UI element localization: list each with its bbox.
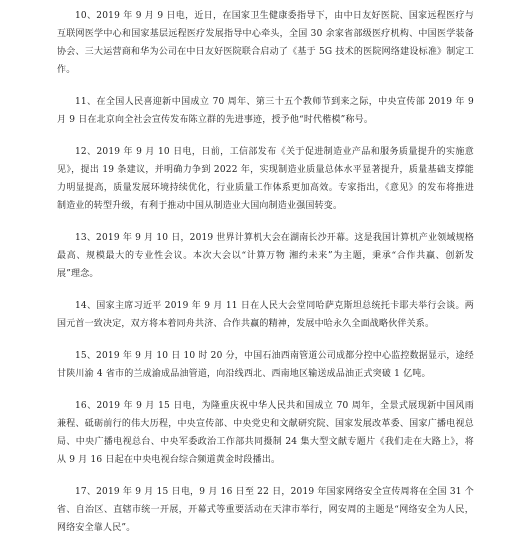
news-item-13: 13、2019 年 9 月 10 日，2019 世界计算机大会在湖南长沙开幕。这是我国计算机产业领域规格最高、规模最大的专业性会议。本次大会以“计算万物 湘约未来”为主题，秉承“合作共赢、创新发展”理念。	[57, 233, 475, 279]
news-item-12: 12、2019 年 9 月 10 日电，日前，工信部发布《关于促进制造业产品和服务质量提升的实施意见》，提出 19 条建议，并明确力争到 2022 年，实现制造业质量总体水平显著提升，质量基础支撑能力明显提高，质量发展环境持续优化，行业质量工作体系更加高效。专家指出，《意见》的发布将推进制造业的转型升级，有利于推动中国从制造业大国向制造业强国转变。	[57, 147, 474, 211]
news-item-10: 10、2019 年 9 月 9 日电，近日，在国家卫生健康委指导下，由中日友好医院、国家远程医疗与互联网医学中心和国家基层远程医疗发展指导中心牵头，全国 30 余家省部级医疗机构、中国医学装备协会、三大运营商和华为公司在中日友好医院联合启动了《基于 5G 技术的医院网络建设标准》制定工作。	[57, 11, 474, 75]
news-item-16: 16、2019 年 9 月 15 日电，为隆重庆祝中华人民共和国成立 70 周年，全景式展现新中国风雨兼程、砥砺前行的伟大历程，中央宣传部、中央党史和文献研究院、国家发展改革委、国家广播电视总局、中央广播电视总台、中央军委政治工作部共同摄制 24 集大型文献专题片《我们走在大路上》，将从 9 月 16 日起在中央电视台综合频道黄金时段播出。	[57, 401, 474, 465]
news-item-15: 15、2019 年 9 月 10 日 10 时 20 分，中国石油西南管道公司成都分控中心监控数据显示，途经甘陕川渝 4 省市的兰成渝成品油管道，向沿线西北、西南地区输送成品油正式突破 1 亿吨。	[57, 351, 474, 379]
news-item-14: 14、国家主席习近平 2019 年 9 月 11 日在人民大会堂同哈萨克斯坦总统托卡耶夫举行会谈。两国元首一致决定，双方将本着同舟共济、合作共赢的精神，发展中哈永久全面战略伙伴关系。	[57, 301, 474, 329]
news-item-17: 17、2019 年 9 月 15 日电，9 月 16 日至 22 日，2019 年国家网络安全宣传周将在全国 31 个省、自治区、直辖市统一开展，开幕式等重要活动在天津市举行，网安周的主题是“网络安全为人民，网络安全靠人民”。	[57, 487, 474, 533]
news-item-11: 11、在全国人民喜迎新中国成立 70 周年、第三十五个教师节到来之际，中央宣传部 2019 年 9 月 9 日在北京向全社会宣传发布陈立群的先进事迹，授予他“时代楷模”称号。	[57, 97, 474, 125]
